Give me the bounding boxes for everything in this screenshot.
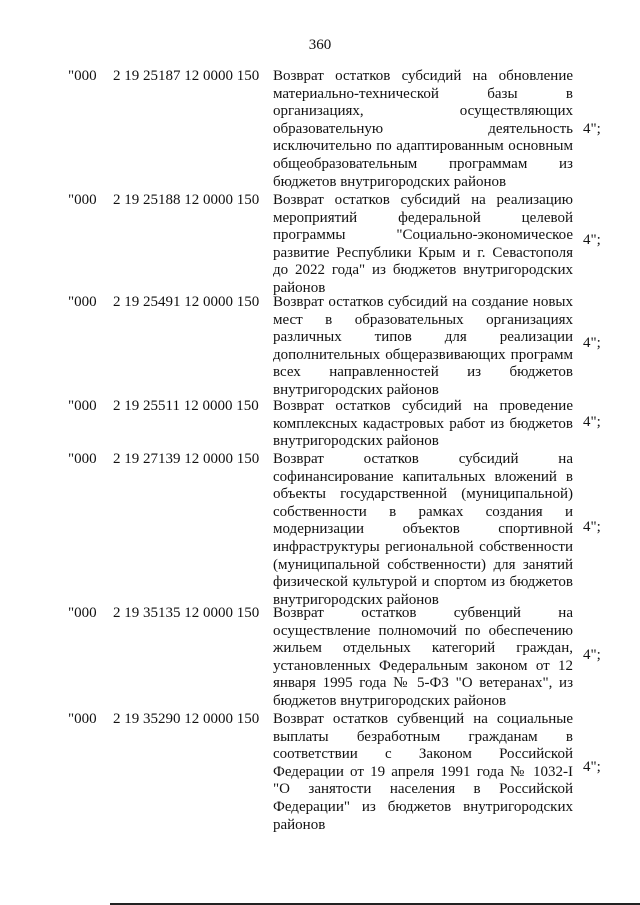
page-number: 360 [308,37,332,53]
budget-code: 2 19 25511 12 0000 150 [113,398,259,414]
row-description: Возврат остатков субвенций на социальные выплаты безработным гражданам в соответствии с Законом Российской Федерации от 19 апреля 1991 года № 1032-I "О занятости населения в Российской Федерации" из бюджетов внутригородских районов [273,711,573,833]
budget-code: 2 19 25188 12 0000 150 [113,192,260,208]
row-suffix: 4"; [583,414,601,430]
budget-code: 2 19 35290 12 0000 150 [113,711,260,727]
row-suffix: 4"; [583,647,601,663]
row-suffix: 4"; [583,232,601,248]
row-prefix: "000 [68,192,97,208]
row-prefix: "000 [68,294,97,310]
row-suffix: 4"; [583,335,601,351]
budget-code: 2 19 25491 12 0000 150 [113,294,260,310]
row-description: Возврат остатков субвенций на осуществление полномочий по обеспечению жильем отдельных категорий граждан, установленных Федеральным законом от 12 января 1995 года № 5-ФЗ "О ветеранах", из бюджетов внутригородских районов [273,605,573,709]
row-suffix: 4"; [583,519,601,535]
row-prefix: "000 [68,605,97,621]
row-description: Возврат остатков субсидий на реализацию мероприятий федеральной целевой программы "Социально-экономическое развитие Республики Крым и г. Севастополя до 2022 года" из бюджетов внутригородских районов [273,192,573,296]
row-prefix: "000 [68,711,97,727]
row-prefix: "000 [68,68,97,84]
row-description: Возврат остатков субсидий на создание новых мест в образовательных организациях различных типов для реализации дополнительных общеразвивающих программ всех направленностей из бюджетов внутригородских районов [273,294,573,398]
row-description: Возврат остатков субсидий на софинансирование капитальных вложений в объекты государственной (муниципальной) собственности в рамках создания и модернизации объектов спортивной инфраструктуры региональной собственности (муниципальной собственности) для занятий физической культурой и спортом из бюджетов внутригородских районов [273,451,573,608]
row-prefix: "000 [68,398,97,414]
row-suffix: 4"; [583,121,601,137]
budget-code: 2 19 35135 12 0000 150 [113,605,260,621]
row-description: Возврат остатков субсидий на проведение комплексных кадастровых работ из бюджетов внутригородских районов [273,398,573,450]
budget-code: 2 19 27139 12 0000 150 [113,451,260,467]
row-description: Возврат остатков субсидий на обновление материально-технической базы в организациях, осуществляющих образовательную деятельность исключительно по адаптированным основным общеобразовательным программам из бюджетов внутригородских районов [273,68,573,190]
row-prefix: "000 [68,451,97,467]
budget-code: 2 19 25187 12 0000 150 [113,68,260,84]
row-suffix: 4"; [583,759,601,775]
